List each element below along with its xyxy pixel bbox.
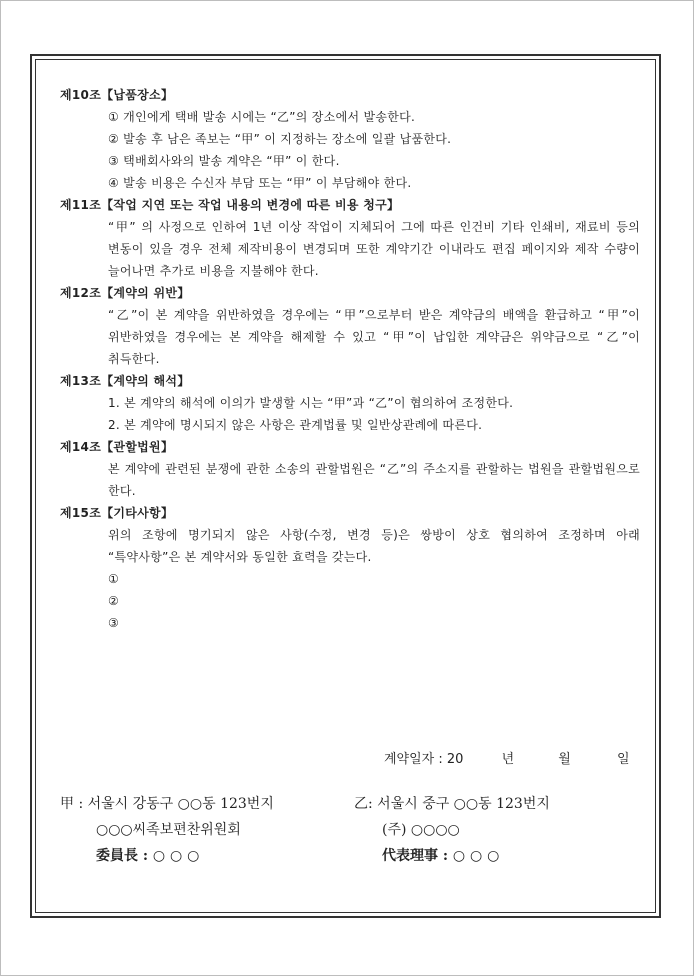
- party-b-organization: (주) ○○○○: [382, 822, 460, 838]
- article-15-paragraph: 위의 조항에 명기되지 않은 사항(수정, 변경 등)은 쌍방이 상호 협의하여 조정하며 아래 “특약사항”은 본 계약서와 동일한 효력을 갖는다.: [108, 528, 640, 564]
- party-a-representative: 委員長 : ○ ○ ○: [96, 848, 200, 864]
- article-10-heading: 제10조【납품장소】: [60, 88, 174, 102]
- article-14-paragraph: 본 계약에 관련된 분쟁에 관한 소송의 관할법원은 “乙”의 주소지를 관할하는 법원을 관할법원으로 한다.: [108, 462, 640, 498]
- special-clause-2: ②: [108, 594, 120, 608]
- article-11-heading: 제11조【작업 지연 또는 작업 내용의 변경에 따른 비용 청구】: [60, 198, 400, 212]
- article-13-heading: 제13조【계약의 해석】: [60, 374, 190, 388]
- article-10-item-4: ④ 발송 비용은 수신자 부담 또는 “甲” 이 부담해야 한다.: [108, 176, 412, 190]
- article-11-paragraph: “甲” 의 사정으로 인하여 1년 이상 작업이 지체되어 그에 따른 인건비 기타 인쇄비, 재료비 등의 변동이 있을 경우 전체 제작비용이 변경되며 또한 계약기간 이내라도 편집 페이지와 제작 수량이 늘어나면 추가로 비용을 지불해야 한다.: [108, 220, 640, 278]
- party-a-organization: ○○○씨족보편찬위원회: [96, 822, 241, 838]
- party-b-representative: 代表理事 : ○ ○ ○: [382, 848, 500, 864]
- article-13-item-2: 2. 본 계약에 명시되지 않은 사항은 관계법률 및 일반상관례에 따른다.: [108, 418, 483, 432]
- article-12-paragraph: “乙”이 본 계약을 위반하였을 경우에는 “甲”으로부터 받은 계약금의 배액을 환급하고 “甲”이 위반하였을 경우에는 본 계약을 해제할 수 있고 “甲”이 납입한 계약금은 위약금으로 “乙”이 취득한다.: [108, 308, 640, 366]
- date-label: 계약일자 : 20: [384, 752, 464, 767]
- article-10-item-3: ③ 택배회사와의 발송 계약은 “甲” 이 한다.: [108, 154, 340, 168]
- article-13-item-1: 1. 본 계약의 해석에 이의가 발생할 시는 “甲”과 “乙”이 협의하여 조정한다.: [108, 396, 514, 410]
- article-14-heading: 제14조【관할법원】: [60, 440, 174, 454]
- article-12-heading: 제12조【계약의 위반】: [60, 286, 190, 300]
- date-year-unit: 년: [501, 752, 515, 767]
- special-clause-1: ①: [108, 572, 120, 586]
- article-15-heading: 제15조【기타사항】: [60, 506, 174, 520]
- article-10-item-1: ① 개인에게 택배 발송 시에는 “乙”의 장소에서 발송한다.: [108, 110, 416, 124]
- date-month-unit: 월: [558, 752, 571, 767]
- contract-date-line: [384, 748, 630, 767]
- party-b-address: 乙: 서울시 중구 ○○동 123번지: [354, 796, 550, 812]
- special-clause-3: ③: [108, 616, 120, 630]
- article-10-item-2: ② 발송 후 남은 족보는 “甲” 이 지정하는 장소에 일괄 납품한다.: [108, 132, 452, 146]
- date-day-unit: 일: [616, 752, 630, 767]
- contract-body: [60, 84, 640, 634]
- party-a-address: 甲 : 서울시 강동구 ○○동 123번지: [60, 796, 274, 812]
